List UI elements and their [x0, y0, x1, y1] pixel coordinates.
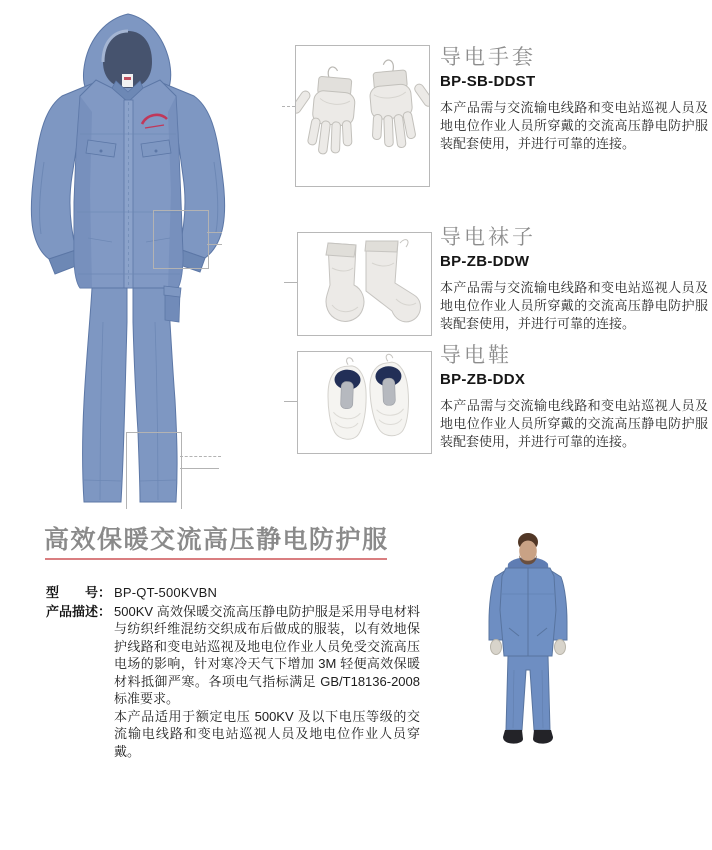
description-paragraph: 本产品适用于额定电压 500KV 及以下电压等级的交流输电线路和变电站巡视人员及地电位作业人员穿戴。: [114, 708, 420, 759]
accessory-description: 本产品需与交流输电线路和变电站巡视人员及地电位作业人员所穿戴的交流高压静电防护服装配套使用，并进行可靠的连接。: [440, 100, 708, 151]
shoes-photo: [297, 351, 432, 454]
accessory-model-code: BP-ZB-DDW: [440, 253, 530, 270]
right-glove: [366, 56, 429, 150]
model-figure: [489, 533, 567, 744]
callout-tick-socks: [284, 282, 297, 283]
callout-line: [207, 244, 222, 245]
left-shoe: [326, 357, 367, 440]
description-label: 产品描述：: [46, 603, 112, 619]
socks-photo: [297, 232, 432, 336]
model-illustration: [478, 530, 638, 760]
hem-detail-callout: [126, 432, 182, 509]
description-paragraph: 500KV 高效保暖交流高压静电防护服是采用导电材料与纺织纤维混纺交织成布后做成的服装，以有效地保护线路和变电站巡视及地电位作业人员免受交流高压电场的影响，针对寒冷天气下增加 3M 轻便高效保暖材料抵御严寒。各项电气指标满足 GB/T18136-2008 标准要求。: [114, 603, 420, 706]
accessory-description: 本产品需与交流输电线路和变电站巡视人员及地电位作业人员所穿戴的交流高压静电防护服装配套使用，并进行可靠的连接。: [440, 280, 708, 331]
accessory-description: 本产品需与交流输电线路和变电站巡视人员及地电位作业人员所穿戴的交流高压静电防护服装配套使用，并进行可靠的连接。: [440, 398, 708, 449]
model-value: BP-QT-500KVBN: [114, 585, 218, 600]
cuff-detail-callout: [153, 210, 209, 269]
suit-section-title: 高效保暖交流高压静电防护服: [44, 526, 389, 554]
callout-line: [207, 232, 222, 233]
left-sock: [326, 243, 364, 321]
model-row: [46, 584, 420, 602]
socks-illustration: [298, 233, 431, 335]
model-photo: [478, 530, 638, 760]
description-text: [114, 603, 420, 761]
callout-tick-shoes: [284, 401, 297, 402]
callout-line: [180, 456, 221, 457]
accessory-title: 导电袜子: [440, 226, 536, 249]
accessory-model-code: BP-ZB-DDX: [440, 371, 526, 388]
model-label: 型 号：: [46, 585, 112, 600]
callout-line: [180, 468, 219, 469]
collar-tag: [122, 74, 133, 87]
accessory-title: 导电手套: [440, 46, 536, 69]
accessory-card-socks: [440, 226, 708, 333]
accessory-title: 导电鞋: [440, 344, 512, 367]
gloves-illustration: [296, 46, 429, 186]
right-shoe: [369, 354, 410, 437]
shoes-illustration: [298, 352, 431, 453]
accessory-card-shoes: [440, 344, 708, 451]
gloves-photo: [295, 45, 430, 187]
description-row: [46, 603, 420, 761]
suit-specs: [46, 584, 420, 760]
right-sock: [365, 240, 420, 322]
left-glove: [296, 64, 359, 157]
accessory-card-gloves: [440, 46, 708, 153]
title-underline: [45, 558, 387, 560]
callout-tick-gloves: [282, 106, 295, 107]
accessory-model-code: BP-SB-DDST: [440, 73, 536, 90]
